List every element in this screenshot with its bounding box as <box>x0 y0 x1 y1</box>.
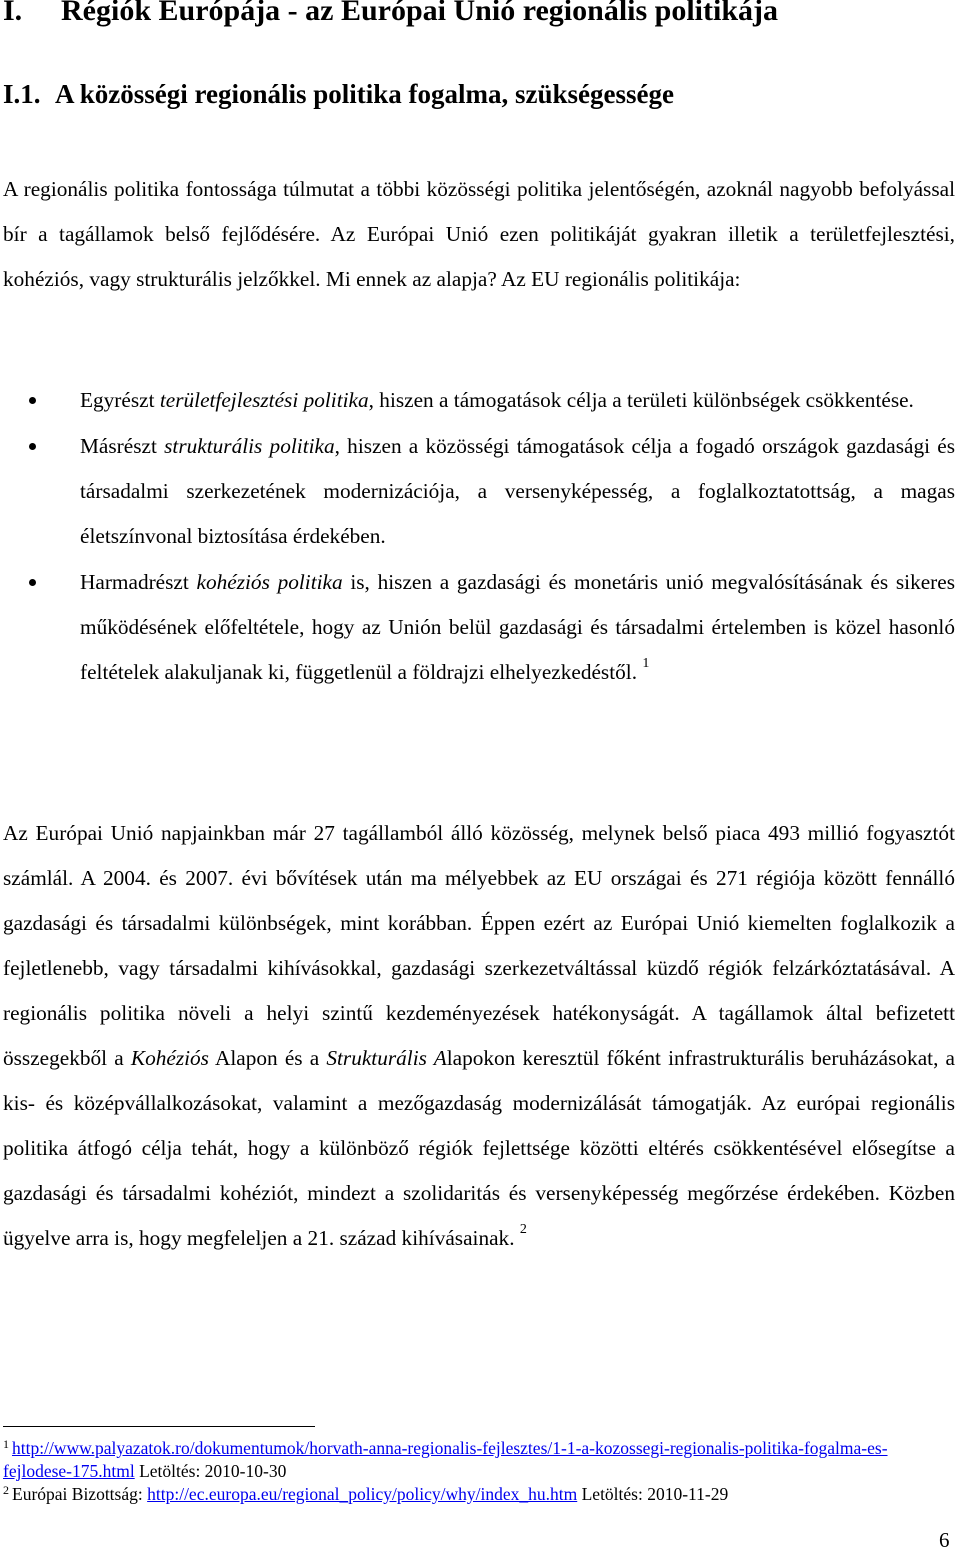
bullet-icon <box>29 397 36 404</box>
bullet-text: is, hiszen a gazdasági és monetáris unió megvalósításának és sikeres működésének előfeltétele, hogy az Unión belül gazdasági és társadalmi értelemben is közel hasonló feltételek alakuljanak ki, függetlenül a földrajzi elhelyezkedéstől. <box>80 570 955 684</box>
footnote-date: Letöltés: 2010-10-30 <box>134 1461 287 1481</box>
bullet-lead: Harmadrészt <box>80 570 189 594</box>
footnote-link[interactable]: http://www.palyazatok.ro/dokumentumok/horvath-anna-regionalis-fejlesztes/1-1-a-kozossegi-regionalis-politika-fogalma-es-fejlodese-175.html <box>3 1438 888 1481</box>
footnote-link[interactable]: http://ec.europa.eu/regional_policy/policy/why/index_hu.htm <box>147 1484 578 1504</box>
body-paragraph <box>3 811 955 1261</box>
bullet-icon <box>29 443 36 450</box>
footnote-ref[interactable]: 2 <box>519 1222 527 1237</box>
bullet-term: kohéziós politika <box>196 570 343 594</box>
bullet-term: területfejlesztési politika <box>159 388 369 412</box>
page-number: 6 <box>939 1528 950 1552</box>
bullet-list <box>0 378 955 696</box>
chapter-number: I. <box>3 0 23 27</box>
fund-name-cohesion: Kohéziós <box>130 1046 209 1070</box>
section-title: A közösségi regionális politika fogalma, szükségessége <box>55 79 675 109</box>
bullet-text: , hiszen a támogatások célja a területi különbségek csökkentése. <box>368 388 914 412</box>
chapter-title: Régiók Európája - az Európai Unió regionális politikája <box>61 0 779 27</box>
bullet-text: , hiszen a közösségi támogatások célja a fogadó országok gazdasági és társadalmi szerkezetének modernizációja, a versenyképesség, a foglalkoztatottság, a magas életszínvonal biztosítása érdekében. <box>80 434 956 548</box>
footnote-date: Letöltés: 2010-11-29 <box>577 1484 729 1504</box>
list-item <box>0 424 955 559</box>
footnote-source: Európai Bizottság: <box>12 1484 148 1504</box>
footnote-mark: 1 <box>3 1437 9 1451</box>
fund-name-structural: Strukturális A <box>326 1046 447 1070</box>
footnote-separator <box>3 1426 315 1427</box>
bullet-term: strukturális politika <box>164 434 335 458</box>
list-item <box>0 560 955 695</box>
chapter-heading <box>3 0 778 28</box>
footnote-ref[interactable]: 1 <box>642 656 650 671</box>
bullet-lead: Másrészt <box>80 434 157 458</box>
section-number: I.1. <box>3 79 41 109</box>
bullet-icon <box>29 579 36 586</box>
footnote-mark: 2 <box>3 1483 9 1497</box>
footnotes <box>3 1437 955 1506</box>
list-item <box>0 378 955 423</box>
body-text: Az Európai Unió napjainkban már 27 tagállamból álló közösség, melynek belső piaca 493 millió fogyasztót számlál. A 2004. és 2007. évi bővítések után ma mélyebbek az EU országai és 271 régiója között fennálló gazdasági és társadalmi különbségek, mint korábban. Éppen ezért az Európai Unió kiemelten foglalkozik a fejletlenebb, vagy társadalmi kihívásokkal, gazdasági szerkezetváltással küzdő régiók felzárkóztatásával. A regionális politika növeli a helyi szintű kezdeményezések hatékonyságát. A tagállamok által befizetett összegekből a <box>3 821 955 1070</box>
footnote-1 <box>3 1437 955 1483</box>
bullet-lead: Egyrészt <box>80 388 155 412</box>
intro-paragraph: A regionális politika fontossága túlmutat a többi közösségi politika jelentőségén, azoknál nagyobb befolyással bír a tagállamok belső fejlődésére. Az Európai Unió ezen politikáját gyakran illetik a területfejlesztési, kohéziós, vagy strukturális jelzőkkel. Mi ennek az alapja? Az EU regionális politikája: <box>3 177 955 291</box>
section-heading <box>3 79 674 110</box>
body-text: Alapon és a <box>208 1046 327 1070</box>
footnote-2 <box>3 1483 955 1506</box>
body-text: lapokon keresztül főként infrastrukturális beruházásokat, a kis- és középvállalkozásokat, valamint a mezőgazdaság modernizálását támogatják. Az európai regionális politika átfogó célja tehát, hogy a különböző régiók fejlettsége közötti eltérés csökkentésével elősegítse a gazdasági és társadalmi kohéziót, mindezt a szolidaritás és versenyképesség megőrzése érdekében. Közben ügyelve arra is, hogy megfeleljen a 21. század kihívásainak. <box>3 1046 956 1250</box>
